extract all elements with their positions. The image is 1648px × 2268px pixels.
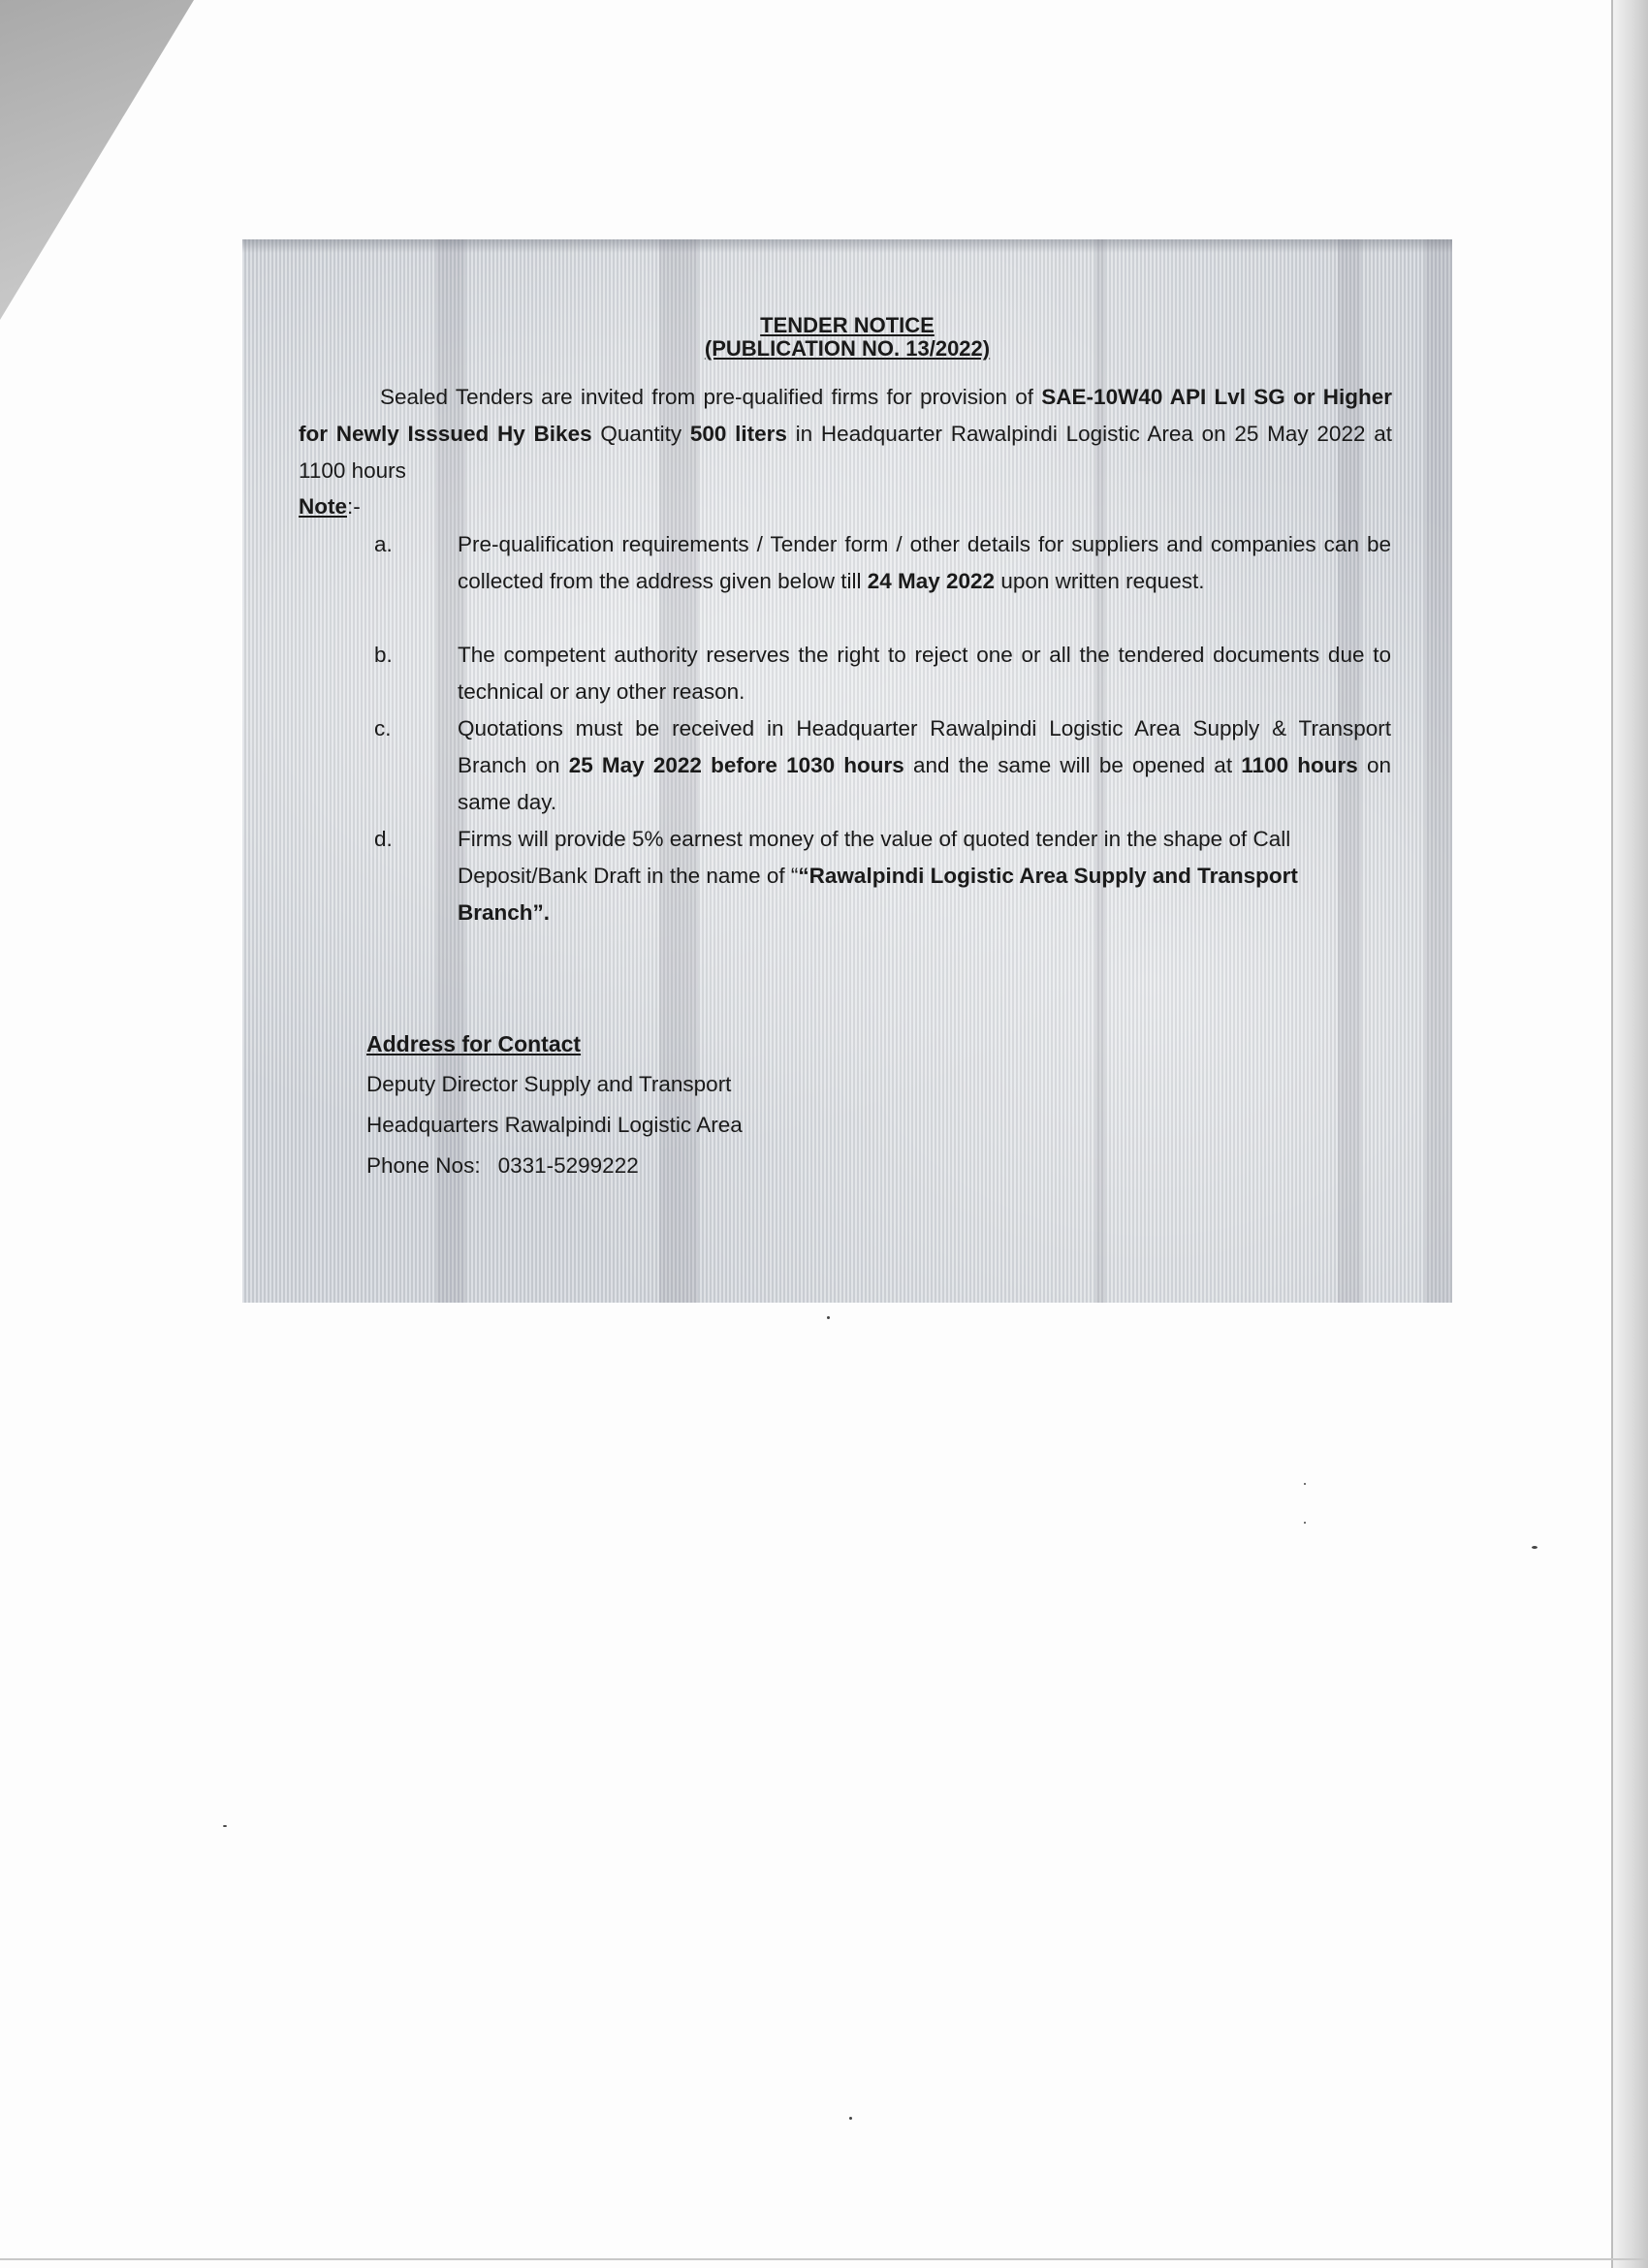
note-branch-name: “Rawalpindi Logistic Area Supply and Transport Branch”. [458, 864, 1298, 925]
note-text [458, 821, 1391, 931]
note-date: 24 May 2022 [867, 569, 996, 593]
scan-speck [1304, 1522, 1306, 1524]
notice-title: TENDER NOTICE [760, 313, 935, 337]
note-text-part: Firms will provide 5% earnest money of the value of quoted tender in the shape of Call Deposit/Bank Draft in the name of “ [458, 827, 1291, 888]
note-opening-time: 1100 hours [1241, 753, 1358, 777]
scan-speck [1532, 1546, 1537, 1549]
note-text-part: and the same will be opened at [903, 753, 1242, 777]
scan-band [1425, 239, 1452, 1303]
intro-text: in Headquarter Rawalpindi Logistic Area on 25 May 2022 at 1100 hours [299, 422, 1392, 483]
note-text-part: upon written request. [995, 569, 1205, 593]
intro-text: Quantity [591, 422, 690, 446]
note-text-part: on same day. [458, 753, 1391, 814]
note-text-part: The competent authority reserves the right to reject one or all the tendered documents due to technical or any other reason. [458, 643, 1391, 704]
note-label: Note [299, 494, 347, 519]
intro-paragraph [299, 379, 1392, 489]
scan-right-edge [1611, 0, 1648, 2268]
contact-office: Headquarters Rawalpindi Logistic Area [366, 1113, 743, 1137]
scan-speck [849, 2117, 852, 2120]
intro-item: SAE-10W40 API Lvl SG or Higher for Newly Isssued Hy Bikes [299, 385, 1392, 446]
note-text [458, 637, 1391, 710]
tender-notice-clipping [242, 239, 1452, 1303]
note-marker: d. [374, 827, 393, 851]
scan-speck [223, 1825, 227, 1827]
scan-bottom-edge [0, 2258, 1648, 2260]
contact-phone [366, 1146, 743, 1186]
note-text-part: Quotations must be received in Headquarter Rawalpindi Logistic Area Supply & Transport Branch on [458, 716, 1391, 777]
note-marker: b. [374, 643, 393, 667]
notice-title-block [242, 314, 1452, 361]
scan-shadow-corner [0, 0, 194, 320]
note-heading [299, 488, 361, 525]
phone-label: Phone Nos: [366, 1153, 481, 1178]
note-marker: c. [374, 716, 392, 740]
intro-text: Sealed Tenders are invited from pre-qualified firms for provision of [380, 385, 1042, 409]
contact-title: Deputy Director Supply and Transport [366, 1072, 732, 1096]
note-text [458, 710, 1391, 821]
contact-heading: Address for Contact [366, 1031, 582, 1056]
note-suffix: :- [347, 494, 361, 519]
contact-block [366, 1024, 743, 1186]
note-marker: a. [374, 532, 393, 556]
note-deadline: 25 May 2022 before 1030 hours [568, 753, 904, 777]
note-text-part: Pre-qualification requirements / Tender form / other details for suppliers and companies can be collected from the address given below till [458, 532, 1391, 593]
phone-number: 0331-5299222 [497, 1153, 639, 1178]
note-text [458, 526, 1391, 600]
intro-quantity: 500 liters [689, 422, 787, 446]
scan-speck [1304, 1483, 1306, 1485]
publication-number: (PUBLICATION NO. 13/2022) [704, 336, 991, 361]
scan-speck [827, 1316, 830, 1319]
